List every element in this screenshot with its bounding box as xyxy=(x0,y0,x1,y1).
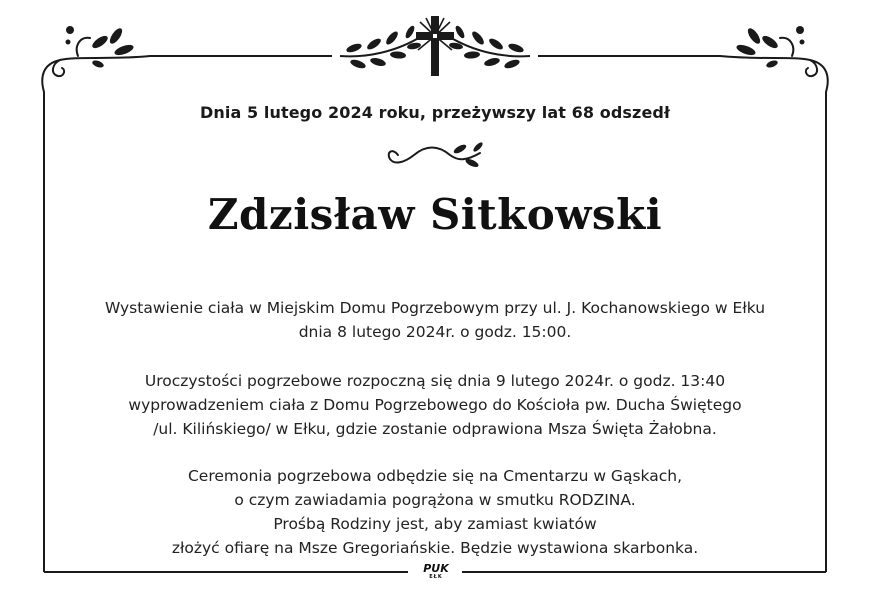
paragraph-line: wyprowadzeniem ciała z Domu Pogrzebowego do Kościoła pw. Ducha Świętego xyxy=(128,396,742,414)
logo-main: PUK xyxy=(423,562,449,575)
floral-corner-icon xyxy=(38,20,153,92)
paragraph-line: Ceremonia pogrzebowa odbędzie się na Cmentarzu w Gąskach, xyxy=(187,467,682,485)
logo-sub: EŁK xyxy=(429,574,443,580)
funeral-paragraph xyxy=(30,369,840,441)
death-headline: Dnia 5 lutego 2024 roku, przeżywszy lat 68 odszedł xyxy=(199,103,670,122)
floral-corner-icon xyxy=(717,20,832,92)
paragraph-line: o czym zawiadamia pogrążona w smutku RODZINA. xyxy=(234,491,636,509)
paragraph-line: Prośbą Rodziny jest, aby zamiast kwiatów xyxy=(273,515,597,533)
puk-logo xyxy=(416,563,456,580)
paragraph-line: Uroczystości pogrzebowe rozpoczną się dnia 9 lutego 2024r. o godz. 13:40 xyxy=(144,372,726,390)
viewing-paragraph xyxy=(30,296,840,344)
paragraph-line: Wystawienie ciała w Miejskim Domu Pogrzebowym przy ul. J. Kochanowskiego w Ełku xyxy=(104,299,766,317)
cross-with-rays-icon xyxy=(412,14,458,78)
swirl-leaf-divider-icon xyxy=(384,141,486,171)
paragraph-line: dnia 8 lutego 2024r. o godz. 15:00. xyxy=(298,323,572,341)
ceremony-paragraph xyxy=(30,464,840,560)
deceased-name: Zdzisław Sitkowski xyxy=(207,190,663,239)
paragraph-line: /ul. Kilińskiego/ w Ełku, gdzie zostanie odprawiona Msza Święta Żałobna. xyxy=(153,420,717,438)
paragraph-line: złożyć ofiarę na Msze Gregoriańskie. Będzie wystawiona skarbonka. xyxy=(171,539,699,557)
